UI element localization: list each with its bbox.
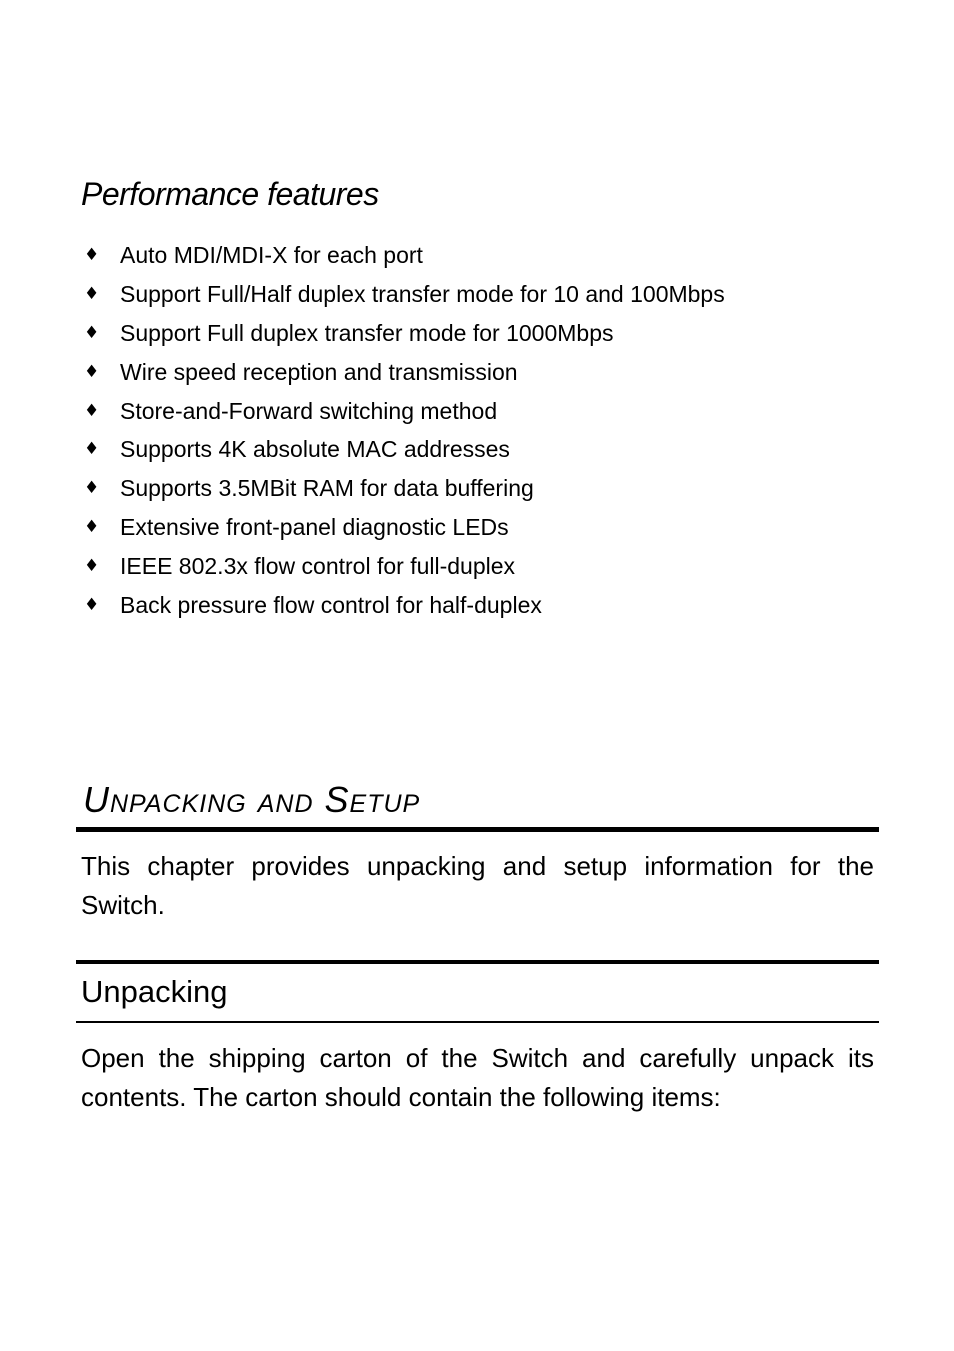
list-item-text: Back pressure flow control for half-duplex	[120, 592, 542, 619]
performance-features-heading: Performance features	[81, 176, 379, 212]
diamond-bullet-icon: ♦	[84, 556, 100, 577]
diamond-bullet-icon: ♦	[84, 517, 100, 538]
list-item-text: Auto MDI/MDI-X for each port	[120, 242, 423, 268]
list-item-text: Extensive front-panel diagnostic LEDs	[120, 514, 509, 541]
list-item-text: Supports 4K absolute MAC addresses	[120, 436, 510, 463]
diamond-bullet-icon: ♦	[84, 361, 100, 382]
diamond-bullet-icon: ♦	[84, 283, 100, 304]
diamond-bullet-icon: ♦	[84, 478, 100, 499]
chapter-intro-paragraph: This chapter provides unpacking and setup information for the Switch.	[81, 851, 874, 920]
list-item-text: Supports 3.5MBit RAM for data buffering	[120, 475, 534, 502]
diamond-bullet-icon: ♦	[84, 595, 100, 616]
diamond-bullet-icon: ♦	[84, 245, 100, 265]
section-divider-top	[76, 960, 879, 964]
unpacking-paragraph: Open the shipping carton of the Switch and carefully unpack its contents. The carton should contain the following items:	[81, 1043, 874, 1112]
chapter-title: Unpacking and Setup	[83, 779, 421, 820]
diamond-bullet-icon: ♦	[84, 439, 100, 460]
list-item-text: IEEE 802.3x flow control for full-duplex	[120, 553, 516, 580]
list-item-text: Store-and-Forward switching method	[120, 397, 498, 424]
chapter-divider	[76, 827, 879, 832]
diamond-bullet-icon: ♦	[84, 400, 100, 421]
diamond-bullet-icon: ♦	[84, 322, 100, 343]
list-item-text: Wire speed reception and transmission	[120, 358, 518, 385]
list-item-text: Support Full/Half duplex transfer mode for 10 and 100Mbps	[120, 280, 725, 307]
unpacking-heading: Unpacking	[81, 974, 228, 1009]
list-item-text: Support Full duplex transfer mode for 1000Mbps	[120, 319, 614, 346]
section-divider-bottom	[76, 1021, 879, 1023]
